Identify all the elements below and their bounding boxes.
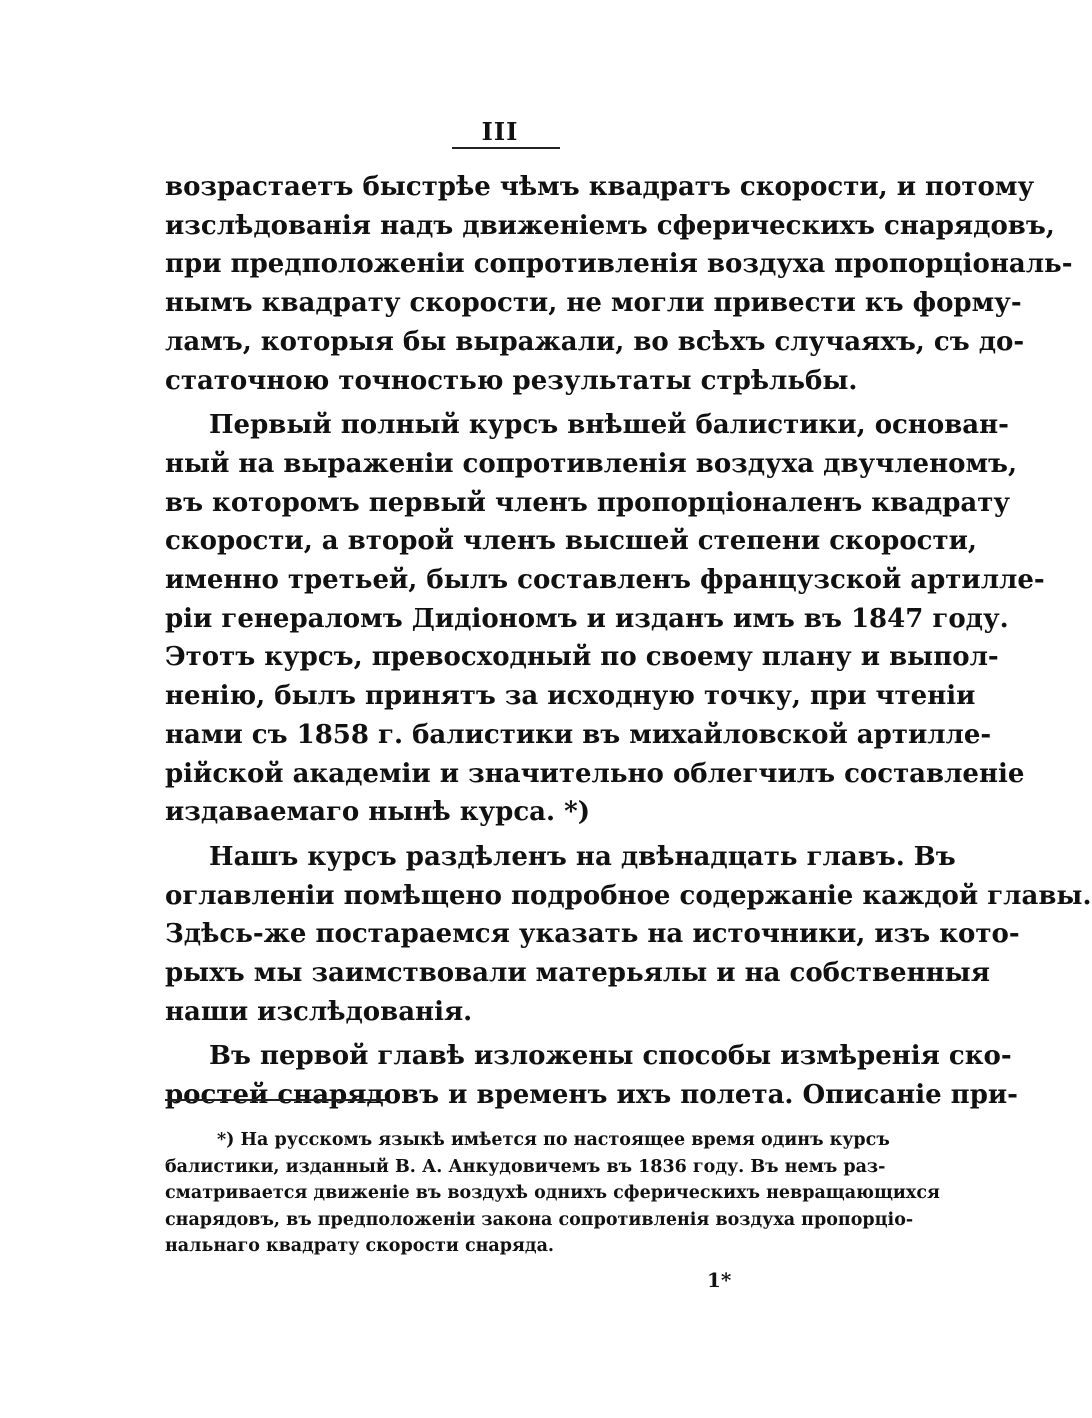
footnote-line: нальнаго квадрату скорости снаряда. [165, 1236, 555, 1256]
text-line: оглавленіи помѣщено подробное содержаніе каждой главы. [165, 880, 1092, 911]
text-line: Въ первой главѣ изложены способы измѣренія ско- [209, 1041, 1012, 1072]
paragraph-1 [165, 168, 1073, 400]
text-line: наши изслѣдованія. [165, 996, 473, 1027]
text-line: Здѣсь-же постараемся указать на источники, изъ кото- [165, 919, 1020, 950]
text-line: Нашъ курсъ раздѣленъ на двѣнадцать главъ. Въ [209, 841, 956, 872]
footnote-line: *) На русскомъ языкѣ имѣется по настоящее время одинъ курсъ [217, 1130, 890, 1150]
main-text [165, 168, 1092, 1121]
text-line: ріи генераломъ Дидіономъ и изданъ имъ въ 1847 году. [165, 603, 1009, 634]
text-line: въ которомъ первый членъ пропорціоналенъ квадрату [165, 487, 1010, 518]
text-line: изслѣдованія надъ движеніемъ сферическихъ снарядовъ, [165, 210, 1055, 241]
page-number: III [481, 117, 519, 146]
footnote-line: снарядовъ, въ предположеніи закона сопротивленія воздуха пропорціо- [165, 1209, 914, 1230]
footnote-rule [165, 1099, 387, 1101]
footnote [165, 1127, 940, 1260]
text-line: статочною точностью результаты стрѣльбы. [165, 365, 858, 396]
text-line: Этотъ курсъ, превосходный по своему плану и выпол- [165, 642, 999, 673]
header-rule [452, 147, 560, 149]
paragraph-4 [165, 1037, 1018, 1114]
text-line: возрастаетъ быстрѣе чѣмъ квадратъ скорости, и потому [165, 172, 1035, 202]
text-line: ламъ, которыя бы выражали, во всѣхъ случаяхъ, съ до- [165, 326, 1025, 357]
text-line: именно третьей, былъ составленъ французской артилле- [165, 565, 1045, 596]
text-line: ростей снарядовъ и временъ ихъ полета. Описаніе при- [165, 1080, 1018, 1111]
text-line: рыхъ мы заимствовали матерьялы и на собственныя [165, 958, 990, 989]
text-line: ный на выраженіи сопротивленія воздуха двучленомъ, [165, 448, 1018, 479]
text-line: ненію, былъ принятъ за исходную точку, при чтеніи [165, 681, 976, 712]
paragraph-2 [165, 406, 1045, 832]
signature-mark: 1* [707, 1268, 732, 1292]
text-line: скорости, а второй членъ высшей степени скорости, [165, 526, 977, 557]
paragraph-3 [165, 838, 1092, 1032]
footnote-line: балистики, изданный В. А. Анкудовичемъ въ 1836 году. Въ немъ раз- [165, 1156, 886, 1177]
text-line: издаваемаго нынѣ курса. *) [165, 797, 591, 828]
text-line: нами съ 1858 г. балистики въ михайловской артилле- [165, 719, 992, 750]
text-line: при предположеніи сопротивленія воздуха пропорціональ- [165, 249, 1073, 280]
text-line: нымъ квадрату скорости, не могли привести къ форму- [165, 288, 1022, 319]
text-line: рійской академіи и значительно облегчилъ составленіе [165, 758, 1025, 789]
text-line: Первый полный курсъ внѣшей балистики, основан- [209, 410, 1009, 441]
footnote-line: сматривается движеніе въ воздухѣ однихъ сферическихъ невращающихся [165, 1183, 940, 1203]
